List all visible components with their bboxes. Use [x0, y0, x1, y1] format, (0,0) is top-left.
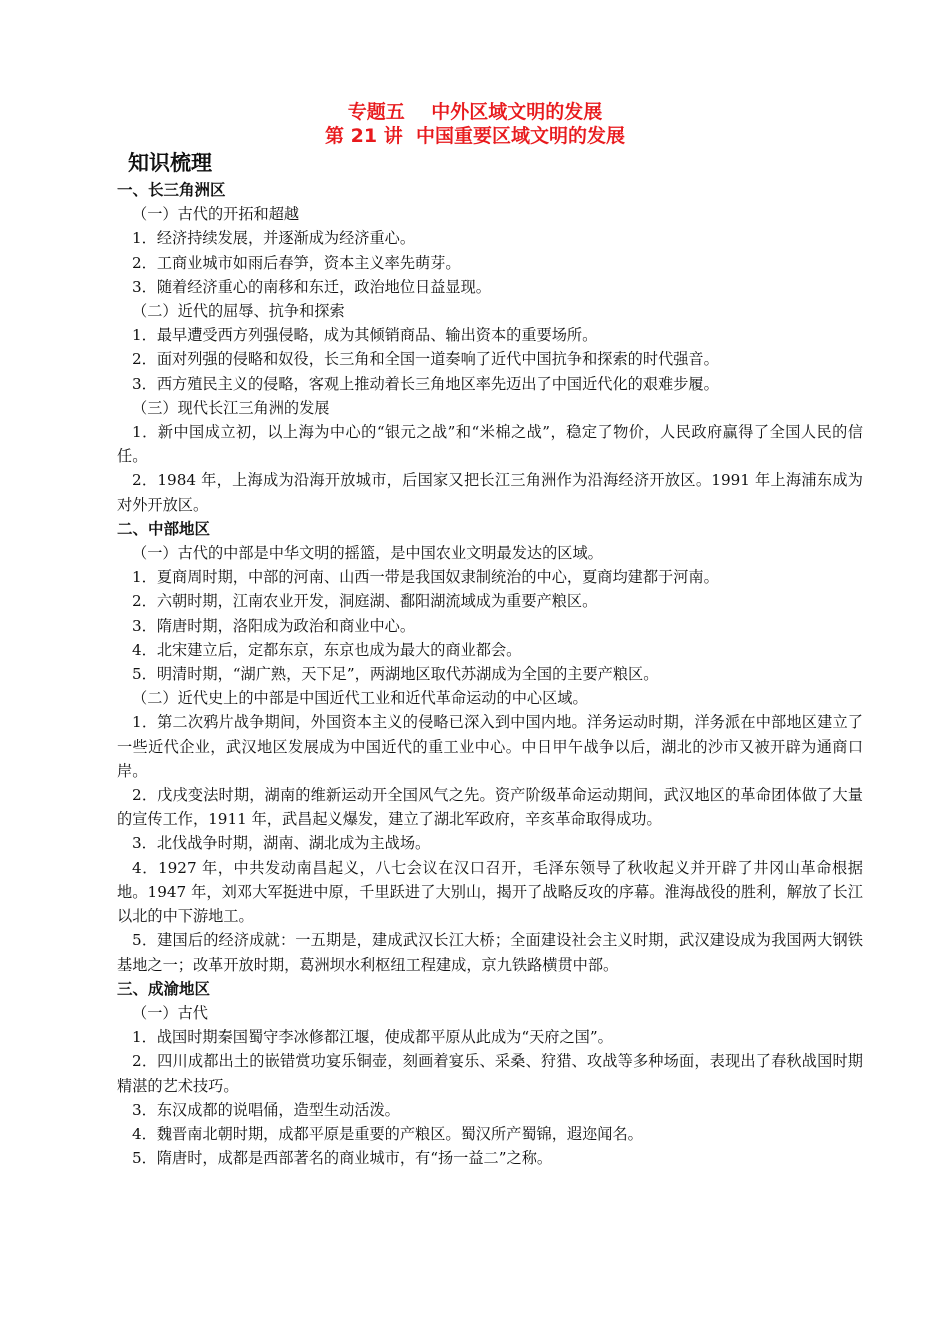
- paragraph: 5．隋唐时，成都是西部著名的商业城市，有“扬一益二”之称。: [132, 1149, 553, 1168]
- heading-yangtze-delta: 一、长三角洲区: [117, 181, 226, 199]
- list-item: 4．北宋建立后，定都东京，东京也成为最大的商业都会。: [132, 640, 522, 659]
- lecture-title: 第 21 讲 中国重要区域文明的发展: [325, 125, 625, 147]
- paragraph: 3．东汉成都的说唱俑，造型生动活泼。: [132, 1100, 400, 1119]
- list-item: 2．工商业城市如雨后春笋，资本主义率先萌芽。: [132, 253, 461, 272]
- paragraph: 1．战国时期秦国蜀守李冰修都江堰，使成都平原从此成为“天府之国”。: [132, 1028, 613, 1047]
- paragraph: 1．第二次鸦片战争期间，外国资本主义的侵略已深入到中国内地。洋务运动时期，洋务派在中部地区建立了一些近代企业，武汉地区发展成为中国近代的重工业中心。中日甲午战争以后，湖北的沙市又被开辟为通商口岸。: [117, 713, 863, 780]
- subheading-central-modern: （二）近代史上的中部是中国近代工业和近代革命运动的中心区域。: [132, 689, 588, 708]
- topic-title: 专题五 中外区域文明的发展: [347, 101, 603, 123]
- paragraph: 4．魏晋南北朝时期，成都平原是重要的产粮区。蜀汉所产蜀锦，遐迩闻名。: [132, 1124, 643, 1143]
- list-item: 1．经济持续发展，并逐渐成为经济重心。: [132, 229, 416, 248]
- list-item: 3．隋唐时期，洛阳成为政治和商业中心。: [132, 616, 416, 635]
- document-body: [117, 178, 863, 1170]
- paragraph: 4．1927 年，中共发动南昌起义，八七会议在汉口召开，毛泽东领导了秋收起义并开辟了井冈山革命根据地。1947 年，刘邓大军挺进中原，千里跃进了大别山，揭开了战略反攻的序幕。淮海战役的胜利，解放了长江以北的中下游地工。: [117, 858, 863, 926]
- paragraph: 2．四川成都出土的嵌错赏功宴乐铜壶，刻画着宴乐、采桑、狩猎、攻战等多种场面，表现出了春秋战国时期精湛的艺术技巧。: [117, 1052, 863, 1095]
- paragraph: 3．北伐战争时期，湖南、湖北成为主战场。: [132, 834, 431, 853]
- list-item: 1．最早遭受西方列强侵略，成为其倾销商品、输出资本的重要场所。: [132, 326, 598, 345]
- subheading-contemporary: （三）现代长江三角洲的发展: [132, 398, 330, 417]
- subheading-ancient: （一）古代的开拓和超越: [132, 205, 300, 224]
- list-item: 2．面对列强的侵略和奴役，长三角和全国一道奏响了近代中国抗争和探索的时代强音。: [132, 350, 719, 369]
- section-heading: 知识梳理: [128, 151, 212, 175]
- paragraph: 2．1984 年，上海成为沿海开放城市，后国家又把长江三角洲作为沿海经济开放区。1991 年上海浦东成为对外开放区。: [117, 471, 863, 514]
- paragraph: 1．新中国成立初，以上海为中心的“银元之战”和“米棉之战”，稳定了物价，人民政府赢得了全国人民的信任。: [117, 423, 863, 466]
- list-item: 2．六朝时期，江南农业开发，洞庭湖、鄱阳湖流域成为重要产粮区。: [132, 592, 598, 611]
- subheading-central-ancient: （一）古代的中部是中华文明的摇篮，是中国农业文明最发达的区域。: [132, 544, 603, 563]
- subheading-chengyu-ancient: （一）古代: [132, 1003, 208, 1022]
- heading-chengyu-region: 三、成渝地区: [117, 979, 211, 998]
- document-titles: [0, 100, 950, 148]
- list-item: 3．西方殖民主义的侵略，客观上推动着长三角地区率先迈出了中国近代化的艰难步履。: [132, 374, 719, 393]
- list-item: 5．明清时期，“湖广熟，天下足”，两湖地区取代苏湖成为全国的主要产粮区。: [132, 665, 659, 684]
- subheading-modern: （二）近代的屈辱、抗争和探索: [132, 302, 345, 321]
- paragraph: 5．建国后的经济成就：一五期是，建成武汉长江大桥；全面建设社会主义时期，武汉建设成为我国两大钢铁基地之一；改革开放时期，葛洲坝水利枢纽工程建成，京九铁路横贯中部。: [117, 931, 863, 974]
- list-item: 3．随着经济重心的南移和东迁，政治地位日益显现。: [132, 277, 491, 296]
- heading-central-region: 二、中部地区: [117, 519, 211, 538]
- paragraph: 2．戊戌变法时期，湖南的维新运动开全国风气之先。资产阶级革命运动期间，武汉地区的革命团体做了大量的宣传工作，1911 年，武昌起义爆发，建立了湖北军政府，辛亥革命取得成功。: [117, 786, 863, 829]
- list-item: 1．夏商周时期，中部的河南、山西一带是我国奴隶制统治的中心，夏商均建都于河南。: [132, 568, 719, 587]
